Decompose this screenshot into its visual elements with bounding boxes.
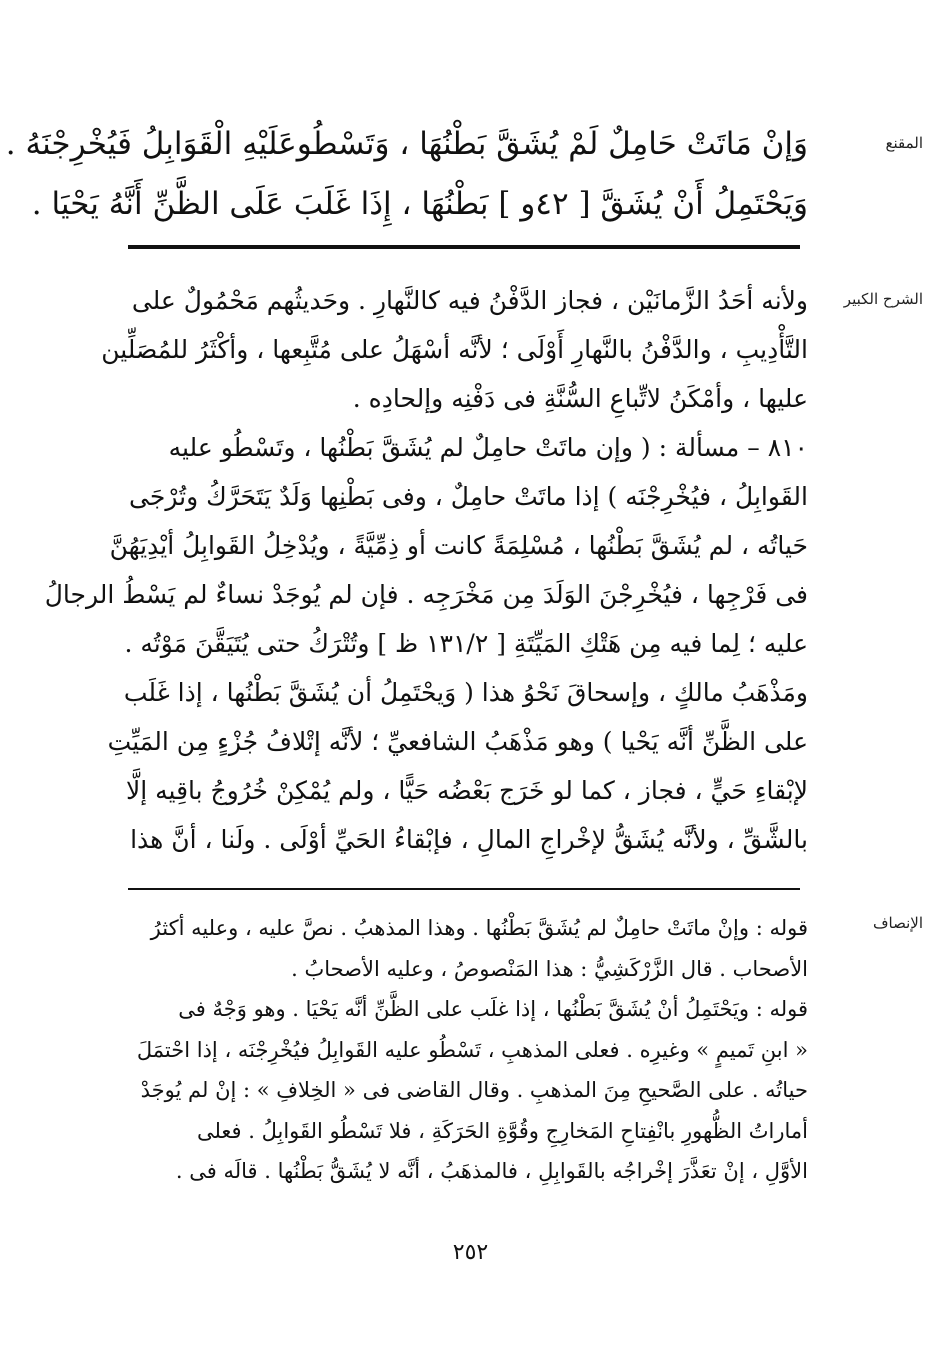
insaf-line-2: الأصحاب . قال الزَّرْكَشِيُّ : هذا المَنْصوصُ ، وعليه الأصحابُ . [291,956,808,981]
sharh-line-11: لإبْقاءِ حَيٍّ ، فجاز ، كما لو خَرَج بَعْضُه حَيًّا ، ولم يُمْكِنْ خُرُوجُ باقِيه إلَّا [125,776,808,805]
sharh-line-2: التَّأْدِيبِ ، والدَّفْنُ بالنَّهارِ أَوْلَى ؛ لأنَّه أسْهَلُ على مُتَّبِعها ، وأكْثَرُ للمُصَلِّين [101,335,808,364]
sharh-text [44,276,808,864]
sharh-label: الشرح الكبير [843,290,923,308]
sharh-divider [128,888,800,890]
insaf-line-3: قوله : ويَحْتَمِلُ أنْ يُشَقَّ بَطْنُها ، إذا غلَب على الظَّنِّ أنَّه يَحْيَا . وهو وَجْهٌ فى [178,997,808,1021]
sharh-line-8: عليه ؛ لِما فيه مِن هَتْكِ المَيِّتَةِ [ ١٣١/٢ ظ ] وتُتْرَكُ حتى يُتَيَقَّنَ مَوْتُه . [124,629,808,658]
sharh-line-6: حَياتُه ، لم يُشَقَّ بَطْنُها ، مُسْلِمَةً كانت أو ذِمِّيَّةً ، ويُدْخِلُ القَوابِلُ أيْدِيَهُنَّ [109,531,808,560]
muqni-line-2: وَيَحْتَمِلُ أَنْ يُشَقَّ [ ٤٢و ] بَطْنُهَا ، إِذَا غَلَبَ عَلَى الظَّنِّ أَنَّهُ يَحْيَا . [31,186,808,222]
insaf-section [0,908,941,1208]
sharh-line-4: ٨١٠ – مسألة : ( وإن ماتَتْ حامِلٌ لم يُشَقَّ بَطْنُها ، وتَسْطُو عليه [168,433,808,462]
muqni-section [0,114,941,234]
insaf-label: الإنصاف [872,914,923,932]
sharh-line-9: ومَذْهَبُ مالكٍ ، وإسحاقَ نَحْوُ هذا ( وَيحْتَمِلُ أن يُشَقَّ بَطْنُها ، إذا غَلَب [123,678,808,707]
insaf-line-4: « ابنِ تَميمٍ » وغيرِه . فعلى المذهبِ ، تَسْطُو عليه القَوابِلُ فيُخْرِجْنَه ، إذا احْتمَلَ [136,1037,808,1062]
sharh-line-1: ولأنه أحَدُ الزَّمانَيْن ، فجاز الدَّفْنُ فيه كالنَّهارِ . وحَديثُهم مَحْمُولٌ على [131,286,808,315]
sharh-line-3: عليها ، وأمْكَنُ لاتِّباعِ السُّنَّةِ فى دَفْنِه وإلحادِه . [352,384,808,413]
muqni-text [5,114,808,234]
insaf-line-6: أماراتُ الظُّهورِ بانْفِتاحِ المَخارِجِ وقُوَّةِ الحَرَكَةِ ، فلا تَسْطُو القَوابِلُ . فعلى [196,1118,808,1143]
muqni-label: المقنع [885,134,923,152]
sharh-line-10: على الظَّنِّ أنَّه يَحْيا ) وهو مَذْهَبُ الشافعيِّ ؛ لأنَّه إتْلافُ جُزْءٍ مِن المَيِّتِ [107,727,808,756]
insaf-line-5: حياتُه . على الصَّحيحِ مِنَ المذهبِ . وقال القاضى فى « الخِلافِ » : إنْ لم يُوجَدْ [140,1078,808,1102]
sharh-line-12: بالشَّقِّ ، ولأنَّه يُشَقُّ لإخْراجِ المالِ ، فإبْقاءُ الحَيِّ أوْلَى . ولَنا ، أنَّ هذا [130,825,808,854]
sharh-line-7: فى فَرْجِها ، فيُخْرِجْنَ الوَلَدَ مِن مَخْرَجِه . فإن لم يُوجَدْ نساءٌ لم يَسْطُ الرجالُ [44,580,808,609]
sharh-section [0,276,941,876]
muqni-line-1: وَإنْ مَاتَتْ حَامِلٌ لَمْ يُشَقَّ بَطْنُهَا ، وَتَسْطُوعَلَيْهِ الْقَوَابِلُ فَيُخْرِجْنَهُ . [5,126,808,162]
insaf-line-1: قوله : وإنْ ماتَتْ حامِلٌ لم يُشَقَّ بَطْنُها . وهذا المذهبُ . نصَّ عليه ، وعليه أكثرُ [150,916,808,940]
page-number: ٢٥٢ [452,1240,489,1265]
muqni-divider [128,245,800,249]
insaf-line-7: الأوَّلِ ، إنْ تعَذَّرَ إخْراجُه بالقَوابِلِ ، فالمذهَبُ ، أنَّه لا يُشَقُّ بَطْنُها . قالَه فى . [175,1159,808,1183]
insaf-text [128,908,808,1192]
sharh-line-5: القَوابِلُ ، فيُخْرِجْنَه ) إذا ماتَتْ حامِلٌ ، وفى بَطْنِها وَلَدٌ يَتَحَرَّكُ وتُرْجَى [129,482,808,511]
